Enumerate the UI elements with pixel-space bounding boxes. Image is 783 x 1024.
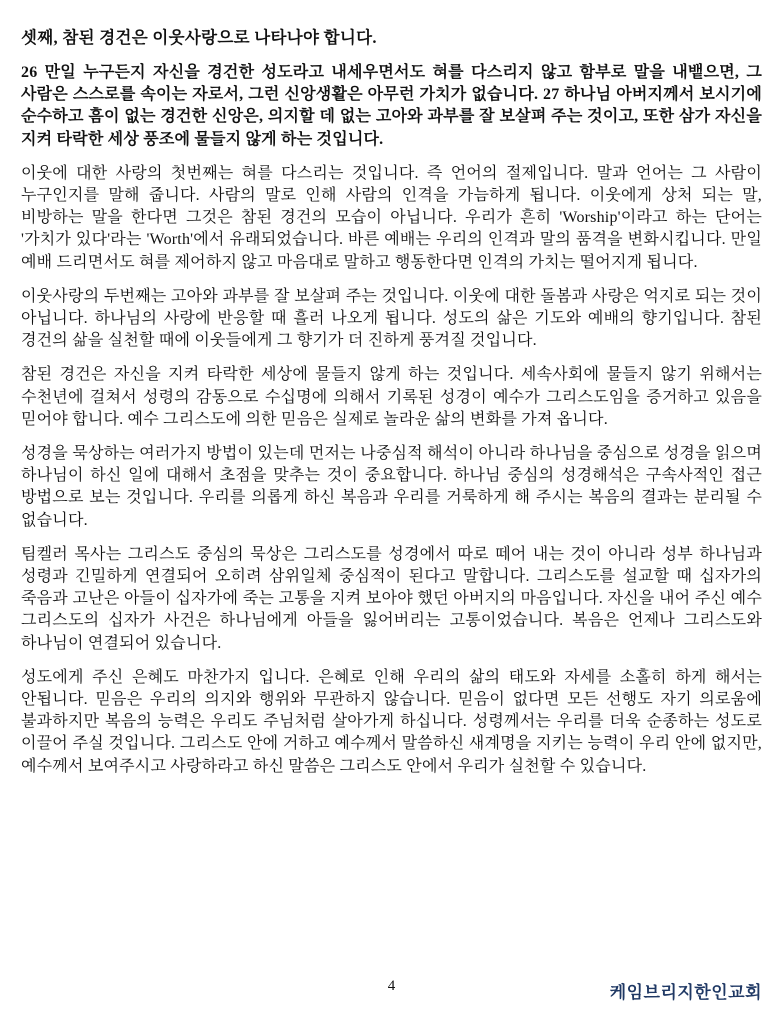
paragraph-bible-meditation: 성경을 묵상하는 여러가지 방법이 있는데 먼저는 나중심적 해석이 아니라 하나님을 중심으로 성경을 읽으며 하나님이 하신 일에 대해서 초점을 맞추는 것이 중요합니다. 하나님 중심의 성경해석은 구속사적인 접근 방법으로 보는 것입니다. 우리를 의롭게 하신 복음과 우리를 거룩하게 해 주시는 복음의 결과는 분리될 수 없습니다. bbox=[21, 445, 762, 529]
page-footer bbox=[0, 978, 783, 1002]
organization-name: 케임브리지한인교회 bbox=[609, 983, 762, 1002]
paragraph-keep-from-world: 참된 경건은 자신을 지켜 타락한 세상에 물들지 않게 하는 것입니다. 세속사회에 물들지 않기 위해서는 수천년에 걸쳐서 성령의 감동으로 수십명에 의해서 기록된 성경이 예수가 그리스도임을 증거하고 있음을 믿어야 합니다. 예수 그리스도에 의한 믿음은 실제로 놀라운 삶의 변화를 가져 옵니다. bbox=[21, 366, 762, 428]
page-number: 4 bbox=[387, 978, 396, 994]
section-heading: 셋째, 참된 경건은 이웃사랑으로 나타나야 합니다. bbox=[21, 28, 377, 47]
paragraph-grace: 성도에게 주신 은혜도 마찬가지 입니다. 은혜로 인해 우리의 삶의 태도와 자세를 소홀히 하게 해서는 안됩니다. 믿음은 우리의 의지와 행위와 무관하지 않습니다. 믿음이 없다면 모든 선행도 자기 의로움에 불과하지만 복음의 능력은 우리도 주님처럼 살아가게 하십니다. 성령께서는 우리를 더욱 순종하는 성도로 이끌어 주실 것입니다. 그리스도 안에 거하고 예수께서 말씀하신 새계명을 지키는 능력이 우리 안에 없지만, 예수께서 보여주시고 사랑하라고 하신 말씀은 그리스도 안에서 우리가 실천할 수 있습니다. bbox=[21, 668, 762, 775]
paragraph-tim-keller: 팀켈러 목사는 그리스도 중심의 묵상은 그리스도를 성경에서 따로 떼어 내는 것이 아니라 성부 하나님과 성령과 긴밀하게 연결되어 오히려 삼위일체 중심적이 된다고 말합니다. 그리스도를 설교할 때 십자가의 죽음과 고난은 아들이 십자가에 죽는 고통을 지켜 보아야 했던 아버지의 마음입니다. 자신을 내어 주신 예수 그리스도의 십자가 사건은 하나님에게 아들을 잃어버리는 고통이었습니다. 복음은 언제나 그리스도와 하나님이 연결되어 있습니다. bbox=[21, 545, 762, 652]
paragraph-tongue-control: 이웃에 대한 사랑의 첫번째는 혀를 다스리는 것입니다. 즉 언어의 절제입니다. 말과 언어는 그 사람이 누구인지를 말해 줍니다. 사람의 말로 인해 사람의 인격을 가늠하게 됩니다. 이웃에게 상처 되는 말, 비방하는 말을 한다면 그것은 참된 경건의 모습이 아닙니다. 우리가 흔히 'Worship'이라고 하는 단어는 '가치가 있다'라는 'Worth'에서 유래되었습니다. 바른 예배는 우리의 인격과 말의 품격을 변화시킵니다. 만일 예배 드리면서도 혀를 제어하지 않고 마음대로 말하고 행동한다면 인격의 가치는 떨어지게 됩니다. bbox=[21, 164, 762, 271]
scripture-paragraph: 26 만일 누구든지 자신을 경건한 성도라고 내세우면서도 혀를 다스리지 않고 함부로 말을 내뱉으면, 그 사람은 스스로를 속이는 자로서, 그런 신앙생활은 아무런 가치가 없습니다. 27 하나님 아버지께서 보시기에 순수하고 흠이 없는 경건한 신앙은, 의지할 데 없는 고아와 과부를 잘 보살펴 주는 것이고, 또한 삼가 자신을 지켜 타락한 세상 풍조에 물들지 않게 하는 것입니다. bbox=[21, 64, 762, 148]
paragraph-orphans-widows: 이웃사랑의 두번째는 고아와 과부를 잘 보살펴 주는 것입니다. 이웃에 대한 돌봄과 사랑은 억지로 되는 것이 아닙니다. 하나님의 사랑에 반응할 때 흘러 나오게 됩니다. 성도의 삶은 기도와 예배의 향기입니다. 참된 경건의 삶을 실천할 때에 이웃들에게 그 향기가 더 진하게 풍겨질 것입니다. bbox=[21, 287, 762, 350]
